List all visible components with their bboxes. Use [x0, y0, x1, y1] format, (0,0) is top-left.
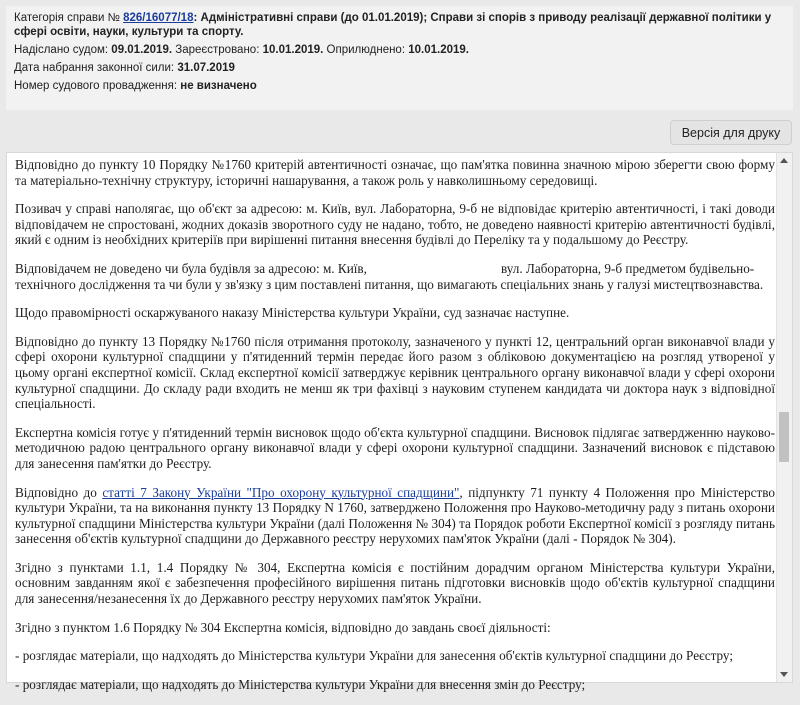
vertical-scrollbar[interactable] — [776, 153, 792, 682]
paragraph: Відповідачем не доведено чи була будівля за адресою: м. Київ, вул. Лабораторна, 9-б предметом будівельно-технічного дослідження та чи були у зв'язку з цим поставлені питання, що вимагають спеціальних знань у галузі мистецтвознавства. — [15, 260, 764, 292]
paragraph: Згідно з пунктами 1.1, 1.4 Порядку № 304, Експертна комісія є постійним дорадчим органом Міністерства культури України, основним завданням якої є забезпечення професійного вирішення питань підготовки висновків щодо об'єктів культурної спадщини для занесення/незанесення їх до Державного реєстру нерухомих пам'яток України. — [15, 559, 775, 607]
paragraph: - розглядає матеріали, що надходять до Міністерства культури України для занесення об'єктів культурної спадщини до Реєстру; — [15, 648, 733, 664]
registered-date: 10.01.2019. — [262, 44, 324, 56]
document-viewer[interactable] — [6, 152, 793, 692]
published-date: 10.01.2019. — [408, 44, 469, 56]
scroll-up-arrow-icon[interactable] — [777, 153, 792, 167]
document-text — [15, 157, 775, 705]
print-version-button[interactable]: Версія для друку — [670, 120, 792, 145]
effective-date: 31.07.2019 — [177, 62, 235, 74]
proceeding-number: не визначено — [180, 80, 257, 92]
scrollbar-thumb[interactable] — [779, 412, 789, 462]
paragraph: Експертна комісія готує у п'ятиденний термін висновок щодо об'єкта культурної спадщини. Висновок підлягає затвердженню науково-методичною радою центрального органу виконавчої влади у сфері охорони культурної спадщини. Зазначений висновок є підставою для занесення пам'ятки до Реєстру. — [15, 424, 775, 471]
paragraph: Позивач у справі наполягає, що об'єкт за адресою: м. Київ, вул. Лабораторна, 9-б не відповідає критерію автентичності, і такі доводи відповідачем не спростовані, жодних доказів зворотного суду не надано, тобто, не доведено наявності критерію автентичності будівлі, який є одним із необхідних критеріїв при вирішенні питання внесення будівлі до Переліку та у подальшому до Реєстру. — [15, 201, 775, 248]
proceeding-number-line: Номер судового провадження: не визначено — [14, 80, 257, 92]
paragraph: - розглядає матеріали, що надходять до Міністерства культури України для внесення змін до Реєстру; — [15, 676, 586, 692]
case-number-link[interactable]: 826/16077/18 — [123, 12, 194, 24]
sent-date: 09.01.2019. — [111, 44, 173, 56]
case-dates-line: Надіслано судом: 09.01.2019. Зареєстровано: 10.01.2019. Оприлюднено: 10.01.2019. — [14, 44, 469, 56]
paragraph: Відповідно до пункту 13 Порядку №1760 після отримання протоколу, зазначеного у пункті 12, центральний орган виконавчої влади у сфері охорони культурної спадщини у п'ятиденний термін передає його разом з обліковою документацією на розгляд утвореної у цьому органі експертної комісії. Склад експертної комісії затверджує керівник центрального органу виконавчої влади у сфері охорони культурної спадщини. До складу ради входить не менш як три фахівці з науковим ступенем кандидата чи доктора наук з відповідної спеціальності. — [15, 333, 775, 412]
effective-date-line: Дата набрання законної сили: 31.07.2019 — [14, 62, 235, 74]
case-category-line: Категорія справи № 826/16077/18: Адміністративні справи (до 01.01.2019); Справи зі спорів з приводу реалізації державної політики у сфері освіти, науки, культури та спорту. — [14, 12, 772, 38]
paragraph: Щодо правомірності оскаржуваного наказу Міністерства культури України, суд зазначає наступне. — [15, 305, 570, 321]
case-info-panel — [6, 6, 793, 110]
paragraph: Згідно з пунктом 1.6 Порядку № 304 Експертна комісія, відповідно до завдань своєї діяльності: — [15, 619, 551, 635]
paragraph: Відповідно до статті 7 Закону України "Про охорону культурної спадщини", підпункту 71 пункту 4 Положення про Міністерство культури України, та на виконання пункту 13 Порядку N 1760, затверджено Положення про Науково-методичну раду з питань охорони культурної спадщини Міністерства культури України (далі Положення № 304) та Порядок роботи Експертної комісії з розгляду питань занесення об'єктів культурної спадщини до Державного реєстру нерухомих пам'яток України (далі - Порядок № 304). — [15, 484, 775, 547]
scroll-down-arrow-icon[interactable] — [777, 668, 792, 682]
paragraph: Відповідно до пункту 10 Порядку №1760 критерій автентичності означає, що пам'ятка повинна значною мірою зберегти свою форму та матеріально-технічну структуру, історичні нашарування, а також роль у навколишньому середовищі. — [15, 157, 775, 188]
law-article-link[interactable]: статті 7 Закону України "Про охорону культурної спадщини" — [102, 484, 460, 500]
case-category: : Адміністративні справи (до 01.01.2019); Справи зі спорів з приводу реалізації державної політики у сфері освіти, науки, культури та спорту. — [14, 12, 772, 38]
